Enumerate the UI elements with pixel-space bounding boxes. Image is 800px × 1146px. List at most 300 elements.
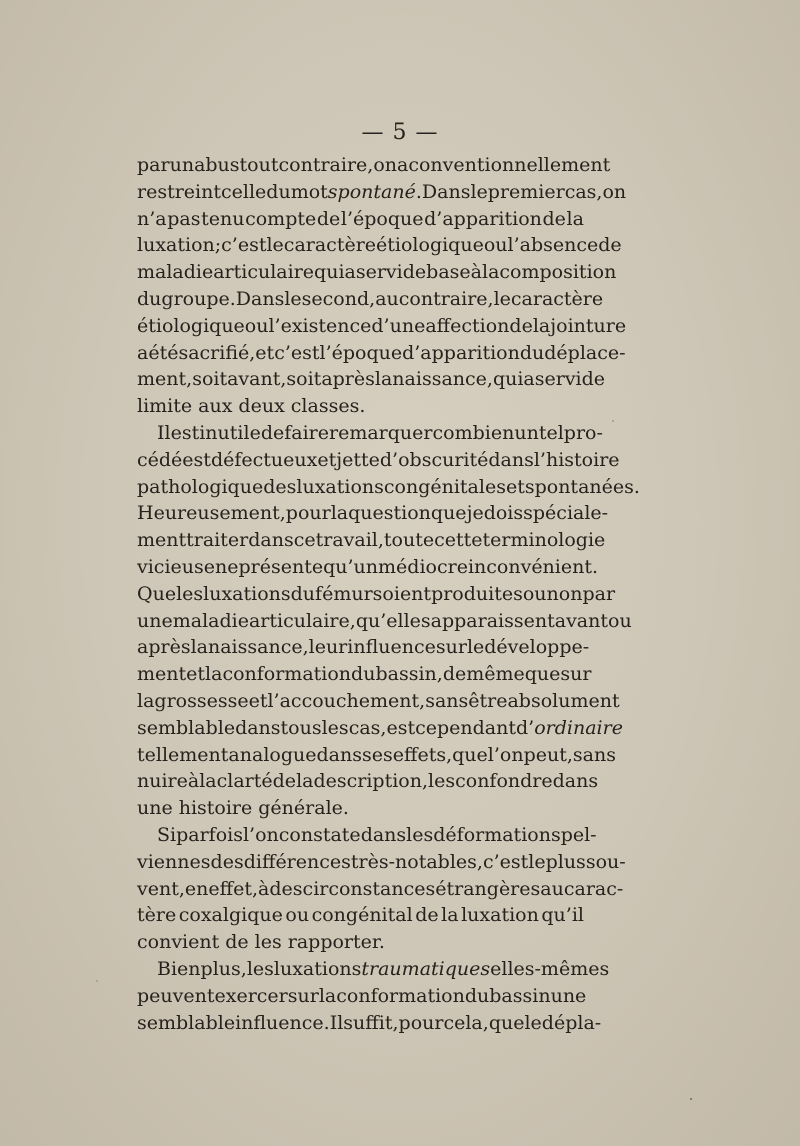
text-run: que xyxy=(430,502,467,525)
word xyxy=(208,876,258,903)
word xyxy=(199,420,261,447)
text-line xyxy=(137,795,584,822)
text-run: d’ xyxy=(516,716,535,739)
text-run: remarquer xyxy=(329,421,433,444)
word xyxy=(425,688,468,715)
word xyxy=(494,286,511,313)
text-run: convient xyxy=(137,931,220,954)
word xyxy=(482,259,499,286)
text-run: a xyxy=(344,261,356,284)
text-run: dans xyxy=(360,823,407,846)
word xyxy=(317,206,340,233)
text-run: qu’elles xyxy=(355,609,431,632)
text-line xyxy=(137,500,609,527)
word xyxy=(608,608,632,635)
text-run: clarté xyxy=(216,770,273,793)
text-run: produites xyxy=(431,582,523,605)
word xyxy=(286,366,321,393)
text-run: la xyxy=(318,984,337,1007)
word xyxy=(286,500,331,527)
word xyxy=(380,447,488,474)
text-run: dois xyxy=(483,502,524,525)
text-run: et xyxy=(255,341,275,364)
word xyxy=(261,420,284,447)
word xyxy=(484,232,508,259)
text-run: tellement xyxy=(137,743,229,766)
word xyxy=(329,420,432,447)
text-run: qu’un xyxy=(323,555,379,578)
word xyxy=(279,152,374,179)
word xyxy=(565,179,603,206)
text-line xyxy=(137,286,604,313)
text-line xyxy=(137,259,617,286)
text-run: et xyxy=(248,689,268,712)
word xyxy=(356,608,431,635)
word xyxy=(222,661,351,688)
text-run: Dans xyxy=(235,287,285,310)
text-run: dans xyxy=(488,448,534,471)
text-line xyxy=(137,608,632,635)
word xyxy=(208,634,309,661)
word xyxy=(373,152,397,179)
word xyxy=(266,232,283,259)
word xyxy=(273,768,296,795)
text-run: d’une xyxy=(371,314,426,337)
text-run: déformations xyxy=(433,823,561,846)
word xyxy=(221,232,266,259)
word xyxy=(461,902,539,929)
word xyxy=(137,527,186,554)
word xyxy=(179,795,253,822)
word xyxy=(375,286,399,313)
text-run: la xyxy=(330,502,349,525)
word xyxy=(466,661,525,688)
paper-speck xyxy=(96,980,98,982)
text-run: soient xyxy=(372,582,432,605)
word xyxy=(137,179,221,206)
word xyxy=(198,393,232,420)
word xyxy=(228,742,316,769)
word xyxy=(415,715,516,742)
text-run: non xyxy=(546,582,583,605)
word xyxy=(309,634,348,661)
word xyxy=(137,768,188,795)
italic-text: traumatiques xyxy=(361,957,491,980)
word xyxy=(274,340,319,367)
text-run: les xyxy=(176,582,204,605)
word xyxy=(284,286,301,313)
word xyxy=(137,929,219,956)
text-run: n’a xyxy=(137,207,167,230)
text-line xyxy=(137,661,592,688)
text-run: base xyxy=(426,261,471,284)
word xyxy=(399,286,494,313)
text-run: semblable xyxy=(137,1011,236,1034)
text-run: différences xyxy=(243,850,351,873)
text-run: grossesse xyxy=(154,689,249,712)
word xyxy=(546,849,586,876)
word xyxy=(431,581,523,608)
word xyxy=(435,876,540,903)
text-run: après xyxy=(321,368,375,391)
word xyxy=(362,742,393,769)
text-run: sur xyxy=(435,636,467,659)
word xyxy=(154,688,248,715)
word xyxy=(516,715,623,742)
word xyxy=(431,500,467,527)
word xyxy=(245,206,316,233)
text-run: du xyxy=(137,287,162,310)
word xyxy=(255,340,274,367)
word xyxy=(408,152,610,179)
text-run: caractère xyxy=(283,234,377,257)
word xyxy=(291,393,366,420)
word xyxy=(171,420,200,447)
word xyxy=(426,259,471,286)
text-run: articulaire xyxy=(213,261,315,284)
word xyxy=(534,447,620,474)
text-run: cette xyxy=(434,529,483,552)
word xyxy=(488,447,533,474)
text-run: pour xyxy=(398,1011,444,1034)
word xyxy=(331,500,348,527)
word xyxy=(524,1010,541,1037)
text-run: étiologique xyxy=(376,234,484,257)
word xyxy=(483,527,606,554)
word xyxy=(137,474,263,501)
text-run: un xyxy=(169,154,195,176)
text-run: de xyxy=(402,261,427,284)
word xyxy=(443,1010,488,1037)
word xyxy=(560,661,591,688)
text-run: tère xyxy=(137,904,177,927)
text-run: de xyxy=(509,314,533,337)
text-run: leur xyxy=(308,636,348,659)
word xyxy=(483,849,528,876)
text-run: Il xyxy=(157,421,171,444)
text-run: a xyxy=(137,341,149,364)
word xyxy=(249,608,356,635)
text-run: une xyxy=(137,797,173,820)
text-run: parfois xyxy=(176,823,243,846)
word xyxy=(582,581,615,608)
word xyxy=(201,956,247,983)
text-run: absolument xyxy=(507,689,620,712)
text-line xyxy=(137,715,623,742)
word xyxy=(137,581,176,608)
text-run: contraire, xyxy=(398,287,494,310)
text-run: la xyxy=(190,636,208,659)
word xyxy=(137,902,176,929)
text-run: rapporter. xyxy=(287,931,385,954)
text-run: avant, xyxy=(227,368,287,391)
text-run: influence. xyxy=(235,1011,330,1034)
word xyxy=(312,902,413,929)
italic-text: spontané xyxy=(327,180,416,203)
word xyxy=(348,500,431,527)
text-run: générale. xyxy=(258,797,349,820)
word xyxy=(215,983,288,1010)
text-line xyxy=(137,876,624,903)
text-run: à xyxy=(187,770,200,793)
text-run: analogue xyxy=(228,743,317,766)
word xyxy=(245,313,269,340)
word xyxy=(201,206,244,233)
text-run: bassin xyxy=(489,984,551,1007)
text-run: par xyxy=(582,582,616,605)
text-run: maladie xyxy=(137,261,214,284)
text-run: est xyxy=(170,421,200,444)
text-run: cas, xyxy=(348,716,387,739)
text-run: Bien xyxy=(157,957,201,980)
word xyxy=(511,286,603,313)
word xyxy=(371,313,425,340)
text-run: spéciale- xyxy=(523,502,609,525)
text-run: je xyxy=(466,502,484,525)
word xyxy=(393,742,452,769)
word xyxy=(186,661,205,688)
text-run: sans xyxy=(572,743,616,766)
word xyxy=(249,688,268,715)
text-run: de xyxy=(542,207,566,230)
word xyxy=(523,500,608,527)
word xyxy=(586,849,626,876)
word xyxy=(573,742,616,769)
text-run: et xyxy=(505,475,525,498)
word xyxy=(564,876,623,903)
text-run: un xyxy=(514,421,539,444)
word xyxy=(553,768,598,795)
word xyxy=(178,340,255,367)
word xyxy=(315,581,373,608)
word xyxy=(235,715,280,742)
text-run: de xyxy=(260,421,285,444)
word xyxy=(336,447,380,474)
word xyxy=(507,688,619,715)
text-run: des xyxy=(263,475,297,498)
text-run: les xyxy=(406,823,434,846)
word xyxy=(424,206,542,233)
text-run: carac- xyxy=(563,877,624,900)
text-run: du xyxy=(464,984,490,1007)
word xyxy=(431,608,555,635)
text-run: sur xyxy=(287,984,319,1007)
word xyxy=(550,313,626,340)
text-run: Si xyxy=(157,823,177,846)
word xyxy=(351,661,375,688)
word xyxy=(433,420,515,447)
text-run: au xyxy=(540,877,564,900)
page-number: — 5 — xyxy=(361,120,439,145)
text-run: être xyxy=(468,689,508,712)
word xyxy=(263,474,296,501)
text-run: la xyxy=(296,770,314,793)
text-run: dans xyxy=(248,529,294,552)
text-run: la xyxy=(374,368,393,391)
word xyxy=(213,259,314,286)
word xyxy=(205,661,222,688)
text-line xyxy=(137,420,603,447)
word xyxy=(211,849,244,876)
text-run: dépla- xyxy=(541,1011,602,1034)
text-run: congénitales xyxy=(383,475,506,498)
text-line xyxy=(137,474,640,501)
text-line xyxy=(137,340,626,367)
text-run: médiocre xyxy=(378,555,468,578)
text-run: limite xyxy=(137,395,193,418)
word xyxy=(258,876,269,903)
word xyxy=(284,420,329,447)
text-line xyxy=(137,822,597,849)
text-run: plus xyxy=(545,850,586,873)
text-run: dans xyxy=(235,716,281,739)
word xyxy=(361,956,490,983)
word xyxy=(157,822,176,849)
text-run: été xyxy=(148,341,179,364)
paper-speck xyxy=(690,1098,692,1100)
word xyxy=(266,179,290,206)
text-run: Dans xyxy=(421,180,471,203)
text-run: d’apparition xyxy=(402,341,520,364)
text-run: pro- xyxy=(563,421,603,444)
word xyxy=(322,715,349,742)
text-line xyxy=(137,768,599,795)
word xyxy=(248,527,293,554)
word xyxy=(281,715,322,742)
word xyxy=(490,956,609,983)
text-run: l’on xyxy=(242,823,279,846)
word xyxy=(488,179,565,206)
word xyxy=(373,581,431,608)
word xyxy=(137,715,235,742)
word xyxy=(524,742,573,769)
text-run: coxalgique xyxy=(178,904,283,927)
word xyxy=(294,527,316,554)
text-run: exercer xyxy=(214,984,288,1007)
text-run: articulaire, xyxy=(248,609,356,632)
word xyxy=(509,313,532,340)
text-run: les xyxy=(428,770,456,793)
text-run: toute xyxy=(383,529,435,552)
text-run: que xyxy=(524,663,561,686)
text-run: inconvénient. xyxy=(467,555,599,578)
text-run: de xyxy=(598,234,622,257)
text-run: le xyxy=(466,636,485,659)
word xyxy=(296,768,313,795)
text-run: du xyxy=(351,663,376,686)
word xyxy=(499,259,616,286)
text-run: . xyxy=(415,180,422,203)
word xyxy=(540,876,564,903)
text-line xyxy=(137,634,590,661)
word xyxy=(351,849,483,876)
word xyxy=(399,1010,444,1037)
word xyxy=(489,983,550,1010)
text-run: au xyxy=(375,287,399,310)
text-run: confondre xyxy=(455,770,553,793)
word xyxy=(520,340,544,367)
word xyxy=(392,366,493,393)
word xyxy=(341,206,424,233)
word xyxy=(564,420,603,447)
word xyxy=(291,179,328,206)
text-run: traiter xyxy=(186,529,249,552)
word xyxy=(336,983,465,1010)
text-run: cela, xyxy=(443,1011,489,1034)
text-run: affection xyxy=(425,314,510,337)
word xyxy=(137,366,192,393)
text-run: semblable xyxy=(137,716,236,739)
text-run: description, xyxy=(313,770,429,793)
word xyxy=(535,366,582,393)
text-run: la xyxy=(566,207,584,230)
text-run: elles-mêmes xyxy=(490,957,610,980)
text-run: viennes xyxy=(137,850,211,873)
text-run: question xyxy=(348,502,431,525)
word xyxy=(375,661,442,688)
text-line xyxy=(137,232,622,259)
text-line xyxy=(137,983,587,1010)
word xyxy=(167,206,200,233)
text-run: jointure xyxy=(550,314,627,337)
text-run: cas, xyxy=(564,180,603,203)
text-run: abus xyxy=(194,154,240,176)
text-run: la xyxy=(137,689,155,712)
text-run: naissance, xyxy=(207,636,309,659)
word xyxy=(268,313,371,340)
text-run: on xyxy=(602,180,627,203)
text-run: la xyxy=(205,663,223,686)
text-run: tout xyxy=(239,154,279,176)
text-run: ne xyxy=(215,555,239,578)
text-run: travail, xyxy=(315,529,384,552)
text-run: la xyxy=(532,314,551,337)
word xyxy=(406,822,433,849)
word xyxy=(467,500,484,527)
word xyxy=(227,366,286,393)
word xyxy=(323,554,378,581)
text-run: le xyxy=(528,850,546,873)
text-run: apparaissent xyxy=(430,609,555,632)
word xyxy=(203,581,291,608)
text-line xyxy=(137,206,584,233)
text-run: Heureusement, xyxy=(137,502,286,525)
word xyxy=(567,206,584,233)
text-line xyxy=(137,688,620,715)
text-run: contraire, xyxy=(278,154,374,176)
word xyxy=(137,661,186,688)
word xyxy=(137,876,185,903)
word xyxy=(247,956,274,983)
word xyxy=(356,259,403,286)
text-run: une xyxy=(137,609,173,632)
text-run: de xyxy=(442,663,467,686)
text-run: a xyxy=(397,154,409,176)
word xyxy=(137,554,215,581)
text-run: déplace- xyxy=(544,341,626,364)
text-run: la xyxy=(199,770,217,793)
word xyxy=(313,768,428,795)
text-run: Que xyxy=(137,582,177,605)
text-run: pathologique xyxy=(137,475,264,498)
word xyxy=(137,742,228,769)
word xyxy=(345,259,356,286)
word xyxy=(349,715,387,742)
text-run: peut, xyxy=(523,743,573,766)
text-run: d’apparition xyxy=(424,207,542,230)
word xyxy=(243,822,279,849)
word xyxy=(137,313,245,340)
